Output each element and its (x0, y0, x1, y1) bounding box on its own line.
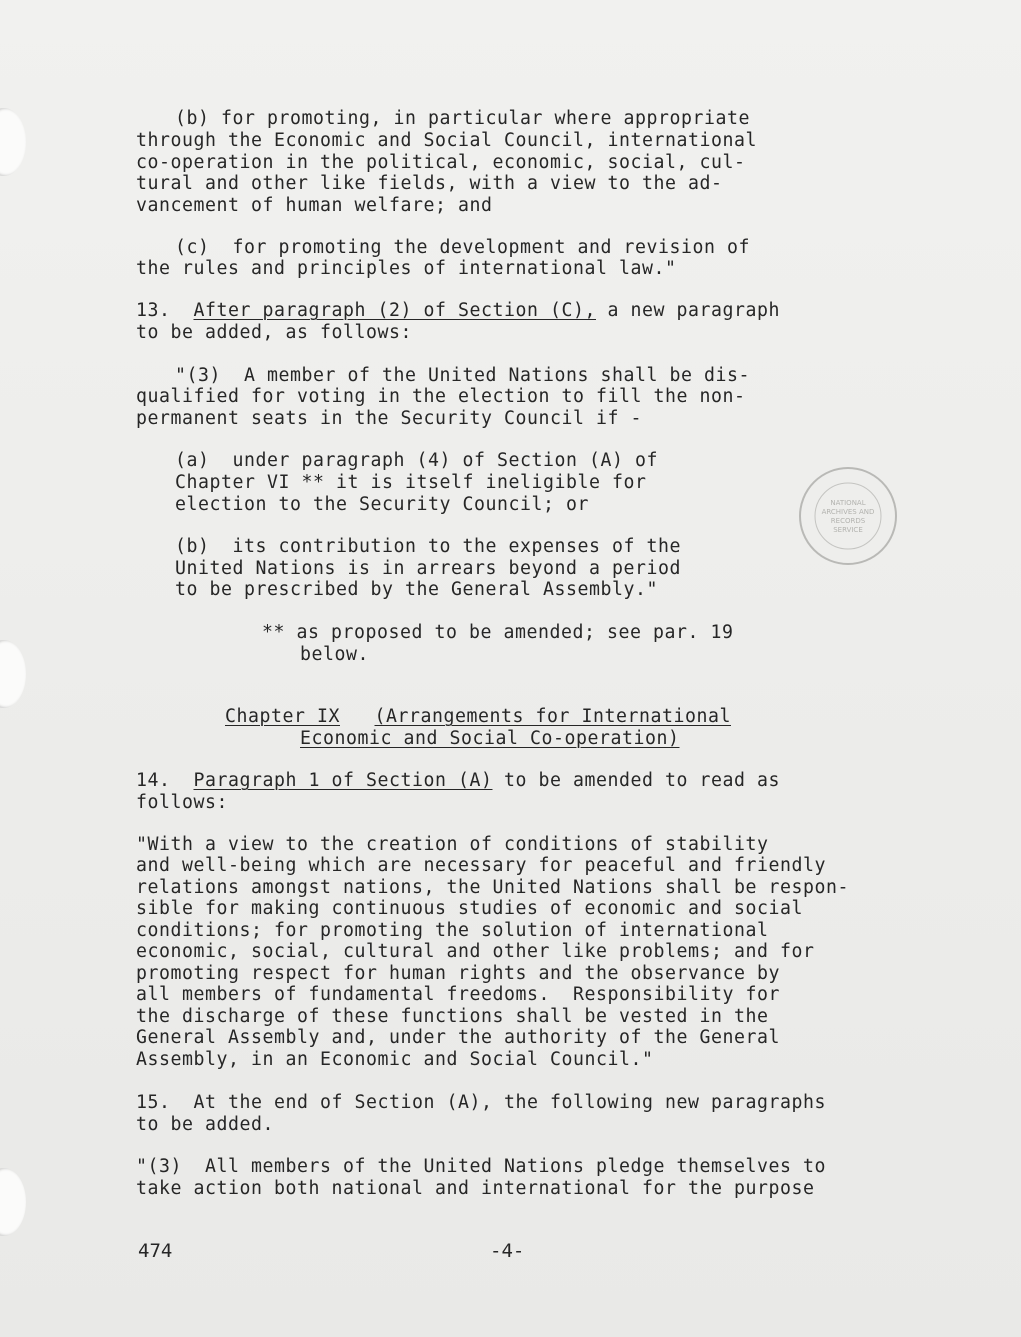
para-13-3-line: permanent seats in the Security Council if - (136, 408, 642, 429)
para-13b-line: United Nations is in arrears beyond a period (175, 558, 681, 579)
para-15-3-line: "(3) All members of the United Nations pledge themselves to (136, 1156, 826, 1177)
para-12b-line: co-operation in the political, economic, social, cul- (136, 152, 746, 173)
item-13-rest: a new paragraph (596, 300, 780, 321)
para-13a-line: (a) under paragraph (4) of Section (A) of (175, 450, 658, 471)
item-13-number: 13. (136, 300, 171, 321)
item-13-line (136, 300, 780, 321)
chapter-heading-line2 (300, 728, 680, 749)
para-14-line: promoting respect for human rights and the observance by (136, 963, 780, 984)
para-14-line: conditions; for promoting the solution of international (136, 920, 769, 941)
chapter-title: (Arrangements for International (374, 706, 731, 727)
para-14-line: the discharge of these functions shall be vested in the (136, 1006, 769, 1027)
para-14-line: sible for making continuous studies of economic and social (136, 898, 803, 919)
para-12b-line: (b) for promoting, in particular where appropriate (175, 108, 750, 129)
para-14-line: and well-being which are necessary for peaceful and friendly (136, 855, 826, 876)
para-14-line: economic, social, cultural and other like problems; and for (136, 941, 815, 962)
stamp-line: NATIONAL (830, 499, 866, 507)
para-13b-line: (b) its contribution to the expenses of the (175, 536, 681, 557)
item-14-rest: to be amended to read as (492, 770, 780, 791)
item-15-number: 15. (136, 1092, 171, 1113)
item-14-line (136, 770, 780, 791)
item-14-number: 14. (136, 770, 171, 791)
para-13-3-line: qualified for voting in the election to fill the non- (136, 386, 746, 407)
item-13-line2: to be added, as follows: (136, 322, 412, 343)
item-15-line (136, 1092, 826, 1113)
punch-hole (0, 1168, 26, 1236)
footnote-line: below. (300, 644, 369, 665)
para-13-3-line: "(3) A member of the United Nations shall be dis- (175, 365, 750, 386)
para-13b-line: to be prescribed by the General Assembly." (175, 579, 658, 600)
para-12c-line: (c) for promoting the development and revision of (175, 237, 750, 258)
para-14-line: General Assembly and, under the authority of the General (136, 1027, 780, 1048)
item-14-line2: follows: (136, 792, 228, 813)
item-14-heading: Paragraph 1 of Section (A) (193, 770, 493, 791)
para-12b-line: tural and other like fields, with a view to the ad- (136, 173, 723, 194)
punch-hole (0, 108, 26, 176)
chapter-title-cont: Economic and Social Co-operation) (300, 728, 680, 749)
para-14-line: relations amongst nations, the United Nations shall be respon- (136, 877, 849, 898)
chapter-number: Chapter IX (225, 706, 340, 727)
para-13a-line: Chapter VI ** it is itself ineligible for (175, 472, 647, 493)
footnote-line: ** as proposed to be amended; see par. 19 (262, 622, 734, 643)
punch-hole (0, 640, 26, 708)
para-15-3-line: take action both national and international for the purpose (136, 1178, 815, 1199)
para-14-line: Assembly, in an Economic and Social Council." (136, 1049, 654, 1070)
stamp-line: ARCHIVES AND (821, 508, 875, 516)
para-12b-line: vancement of human welfare; and (136, 195, 493, 216)
para-14-line: all members of fundamental freedoms. Responsibility for (136, 984, 780, 1005)
para-13a-line: election to the Security Council; or (175, 494, 589, 515)
document-number: 474 (138, 1240, 173, 1262)
page-number: -4- (490, 1240, 525, 1262)
item-15-heading: At the end of Section (A), the following new paragraphs (193, 1092, 826, 1113)
para-12c-line: the rules and principles of international law." (136, 258, 677, 279)
archive-stamp (797, 465, 899, 567)
item-13-heading: After paragraph (2) of Section (C), (193, 300, 596, 321)
para-14-line: "With a view to the creation of conditions of stability (136, 834, 769, 855)
stamp-line: SERVICE (833, 526, 863, 534)
stamp-line: RECORDS (830, 517, 866, 525)
item-15-line2: to be added. (136, 1114, 274, 1135)
chapter-heading-line1 (225, 706, 731, 727)
para-12b-line: through the Economic and Social Council, international (136, 130, 757, 151)
